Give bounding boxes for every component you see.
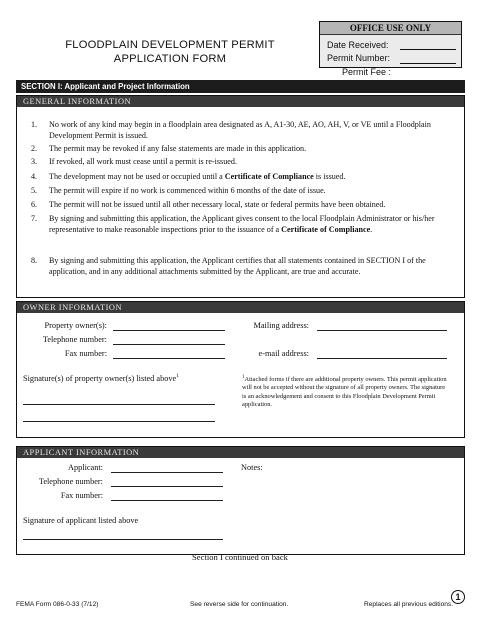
form-number: FEMA Form 086-0-33 (7/12)	[16, 601, 99, 608]
applicant-field[interactable]	[111, 472, 223, 473]
list-item-text	[49, 214, 457, 235]
permit-number-label: Permit Number:	[327, 53, 391, 63]
list-item-text-part: .	[370, 224, 373, 234]
applicant-label: Applicant:	[67, 463, 103, 472]
list-item-number: 2.	[31, 144, 38, 153]
owner-signature-text: Signature(s) of property owner(s) listed above	[23, 373, 177, 383]
general-information-header: GENERAL INFORMATION	[17, 96, 464, 107]
list-item-text: The permit will not be issued until all other necessary local, state or federal permits have been obtained.	[49, 200, 386, 209]
footnote-marker: 1	[176, 373, 179, 379]
owner-information-header: OWNER INFORMATION	[17, 302, 464, 313]
owner-telephone-label: Telephone number:	[42, 335, 107, 344]
email-address-label: e-mail address:	[258, 349, 309, 358]
office-use-box	[319, 21, 462, 68]
applicant-signature-field[interactable]	[23, 539, 223, 540]
list-item-number: 8.	[31, 256, 38, 265]
owner-information-panel	[16, 301, 465, 438]
owner-fax-label: Fax number:	[64, 349, 107, 358]
certificate-of-compliance-bold: Certificate of Compliance	[224, 172, 314, 181]
list-item-text-part: The development may not be used or occupied until a	[49, 172, 225, 181]
applicant-telephone-field[interactable]	[111, 486, 223, 487]
owner-footnote	[242, 374, 447, 409]
owner-fax-field[interactable]	[113, 358, 225, 359]
list-item-text: The permit will expire if no work is commenced within 6 months of the date of issue.	[49, 186, 326, 195]
date-received-field[interactable]	[400, 49, 456, 50]
reverse-side-note: See reverse side for continuation.	[190, 601, 289, 608]
permit-number-row	[327, 53, 390, 63]
date-received-label: Date Received:	[327, 40, 389, 50]
permit-number-field[interactable]	[400, 63, 456, 64]
list-item-number: 5.	[31, 186, 38, 195]
list-item-text: No work of any kind may begin in a floodplain area designated as A, A1-30, AE, AO, AH, V, or VE until a Floodplain Development Permit is issued.	[49, 120, 431, 140]
applicant-fax-label: Fax number:	[60, 491, 103, 500]
list-item-text-part: is issued.	[313, 172, 346, 181]
replaces-note: Replaces all previous editions.	[364, 601, 454, 608]
mailing-address-label: Mailing address:	[253, 321, 309, 330]
owner-signature-field-2[interactable]	[23, 421, 215, 422]
footnote-marker: 1	[242, 375, 245, 380]
office-use-header: OFFICE USE ONLY	[320, 22, 461, 35]
list-item-text	[49, 172, 457, 183]
permit-fee-label: Permit Fee :	[342, 67, 392, 77]
mailing-address-field[interactable]	[317, 330, 447, 331]
list-item-number: 6.	[31, 200, 38, 209]
list-item-text: If revoked, all work must cease until a permit is re-issued.	[49, 157, 237, 166]
applicant-signature-label: Signature of applicant listed above	[23, 516, 139, 525]
property-owner-label: Property owner(s):	[44, 321, 107, 330]
date-received-row	[327, 40, 389, 50]
list-item-number: 4.	[31, 172, 38, 181]
list-item-text: The permit may be revoked if any false statements are made in this application.	[49, 144, 307, 153]
list-item-number: 7.	[31, 214, 38, 223]
property-owner-field[interactable]	[113, 330, 225, 331]
owner-signature-label	[23, 373, 179, 383]
list-item-number: 1.	[31, 120, 38, 129]
applicant-telephone-label: Telephone number:	[38, 477, 103, 486]
section-continued-note: Section I continued on back	[192, 552, 288, 562]
form-title-line1: FLOODPLAIN DEVELOPMENT PERMIT	[65, 39, 275, 51]
page-number-icon: 1	[451, 590, 465, 604]
list-item-text: By signing and submitting this application, the Applicant certifies that all statements contained in SECTION I of the application, and in any additional attachments submitted by the Applicant, are true and accurate.	[49, 256, 426, 276]
owner-telephone-field[interactable]	[113, 344, 225, 345]
general-information-panel	[16, 95, 465, 298]
owner-footnote-text: Attached forms if there are additional property owners. This permit application will not be accepted without the signature of all property owners. The signature is an acknowledgement and consent to this Floodplain Development Permit application.	[242, 376, 447, 408]
applicant-information-header: APPLICANT INFORMATION	[17, 447, 464, 458]
form-title-line2: APPLICATION FORM	[113, 53, 227, 65]
email-address-field[interactable]	[317, 358, 447, 359]
applicant-fax-field[interactable]	[111, 500, 223, 501]
section-1-header: SECTION I: Applicant and Project Information	[16, 80, 465, 93]
form-title	[40, 38, 300, 66]
list-item-number: 3.	[31, 157, 38, 166]
list-item-text-part: By signing and submitting this application, the Applicant gives consent to the local Floodplain Administrator or his/her representative to make reasonable inspections prior to the issuance of a	[49, 214, 435, 234]
notes-label: Notes:	[241, 463, 263, 472]
certificate-of-compliance-bold: Certificate of Compliance	[281, 224, 371, 234]
owner-signature-field-1[interactable]	[23, 404, 215, 405]
applicant-information-panel	[16, 446, 465, 555]
